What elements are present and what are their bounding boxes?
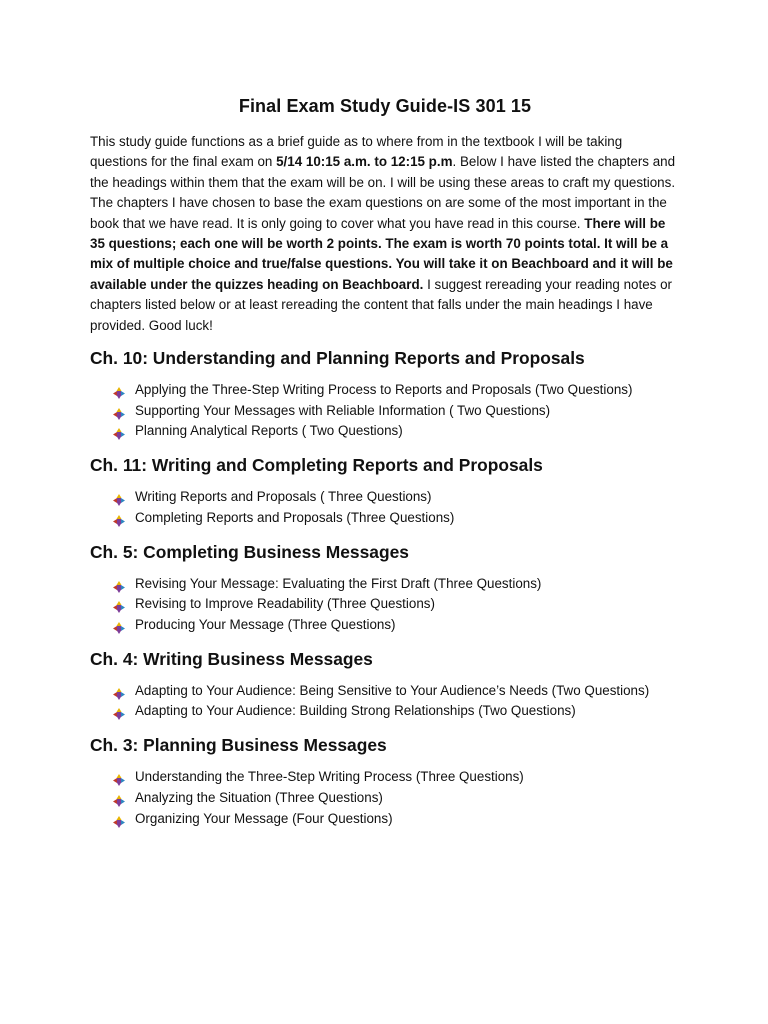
list-item [90,508,680,529]
topic-text: Adapting to Your Audience: Building Strong Relationships (Two Questions) [135,703,576,719]
chapter-sections [90,346,680,829]
list-item [90,701,680,722]
chapter-heading: Ch. 3: Planning Business Messages [90,735,387,756]
exam-details: There will be 35 questions; each one will be worth 2 points. The exam is worth 70 points total. It will be a mix of multiple choice and true/false questions. You will take it on Beachboard and it will be available under the quizzes heading on Beachboard. [90,215,673,292]
topic-text: Adapting to Your Audience: Being Sensitive to Your Audience’s Needs (Two Questions) [135,682,650,698]
list-item [90,767,680,788]
topic-text: Producing Your Message (Three Questions) [135,616,396,632]
list-item [90,788,680,809]
chapter-heading: Ch. 4: Writing Business Messages [90,648,373,669]
arrow-bullet-icon [113,793,125,805]
arrow-bullet-icon [113,599,125,611]
arrow-bullet-icon [113,406,125,418]
exam-date-time: 5/14 10:15 a.m. to 12:15 p.m [276,154,453,170]
arrow-bullet-icon [113,513,125,525]
arrow-bullet-icon [113,385,125,397]
chapter-heading: Ch. 11: Writing and Completing Reports and Proposals [90,455,543,476]
list-item [90,421,680,442]
list-item [90,487,680,508]
chapter-heading: Ch. 10: Understanding and Planning Reports and Proposals [90,348,585,369]
arrow-bullet-icon [113,620,125,632]
arrow-bullet-icon [113,686,125,698]
arrow-bullet-icon [113,579,125,591]
topic-text: Revising Your Message: Evaluating the First Draft (Three Questions) [135,575,542,591]
arrow-bullet-icon [113,492,125,504]
topic-text: Applying the Three-Step Writing Process to Reports and Proposals (Two Questions) [135,382,633,398]
topic-text: Analyzing the Situation (Three Questions) [135,789,383,805]
list-item [90,594,680,615]
list-item [90,401,680,422]
list-item [90,574,680,595]
topic-text: Understanding the Three-Step Writing Process (Three Questions) [135,769,524,785]
topic-text: Revising to Improve Readability (Three Questions) [135,596,435,612]
arrow-bullet-icon [113,814,125,826]
chapter-topic-list [90,767,680,829]
list-item [90,809,680,830]
intro-text-3: I suggest rereading your reading notes or chapters listed below or at least rereading the content that falls under the main headings I have provided. Good luck! [90,276,672,333]
list-item [90,681,680,702]
chapter-topic-list [90,681,680,722]
intro-paragraph [90,132,680,336]
intro-text-2: . Below I have listed the chapters and the headings within them that the exam will be on. I will be using these areas to craft my questions. The chapters I have chosen to base the exam questions on are some of the most important in the book that we have read. It is only going to cover what you have read in this course. [90,154,676,231]
arrow-bullet-icon [113,426,125,438]
topic-text: Supporting Your Messages with Reliable Information ( Two Questions) [135,402,551,418]
topic-text: Writing Reports and Proposals ( Three Questions) [135,489,432,505]
list-item [90,380,680,401]
topic-text: Organizing Your Message (Four Questions) [135,810,393,826]
chapter-heading: Ch. 5: Completing Business Messages [90,541,409,562]
intro-text-1: This study guide functions as a brief guide as to where from in the textbook I will be taking questions for the final exam on [90,134,623,170]
list-item [90,615,680,636]
chapter-topic-list [90,380,680,442]
arrow-bullet-icon [113,706,125,718]
document-page [90,94,680,840]
topic-text: Planning Analytical Reports ( Two Questions) [135,423,403,439]
document-title: Final Exam Study Guide-IS 301 15 [238,96,532,116]
arrow-bullet-icon [113,772,125,784]
topic-text: Completing Reports and Proposals (Three Questions) [135,509,455,525]
chapter-topic-list [90,487,680,528]
chapter-topic-list [90,574,680,636]
